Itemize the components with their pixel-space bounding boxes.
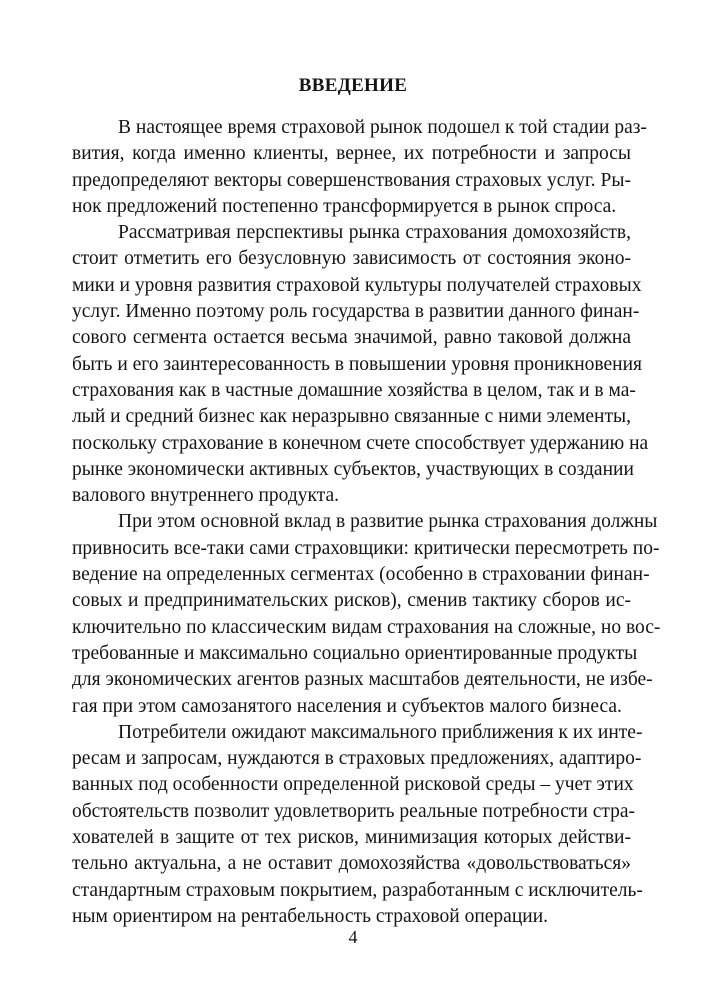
- text-line: хователей в защите от тех рисков, минимизация которых действи-: [72, 827, 631, 849]
- text-line: Рассматривая перспективы рынка страхования домохозяйств,: [118, 222, 631, 244]
- text-line: обстоятельств позволит удовлетворить реальные потребности стра-: [72, 800, 636, 822]
- page-title: ВВЕДЕНИЕ: [298, 75, 408, 96]
- paragraph-4: [72, 720, 643, 930]
- text-line: быть и его заинтересованность в повышении уровня проникновения: [72, 353, 642, 375]
- text-line: стоит отметить его безусловную зависимость от состояния эконо-: [72, 248, 631, 270]
- text-line: рынке экономически активных субъектов, участвующих в создании: [72, 458, 634, 480]
- text-line: вития, когда именно клиенты, вернее, их потребности и запросы: [72, 143, 631, 165]
- text-line: страхования как в частные домашние хозяйства в целом, так и в ма-: [72, 379, 636, 401]
- text-line: Потребители ожидают максимального приближения к их инте-: [118, 721, 643, 743]
- text-line: ресам и запросам, нуждаются в страховых предложениях, адаптиро-: [72, 748, 642, 770]
- text-line: При этом основной вклад в развитие рынка страхования должны: [118, 511, 658, 533]
- text-line: ным ориентиром на рентабельность страховой операции.: [72, 905, 548, 927]
- text-line: услуг. Именно поэтому роль государства в развитии данного финан-: [72, 301, 640, 323]
- text-line: тельно актуальна, а не оставит домохозяйства «довольствоваться»: [72, 853, 631, 875]
- text-line: ванных под особенности определенной рисковой среды – учет этих: [72, 774, 634, 796]
- body-text: [72, 115, 661, 930]
- paragraph-1: [72, 115, 647, 220]
- page-number: 4: [348, 927, 358, 947]
- text-line: сового сегмента остается весьма значимой, равно таковой должна: [72, 327, 631, 349]
- text-line: мики и уровня развития страховой культуры получателей страховых: [72, 274, 642, 296]
- text-line: привносить все-таки сами страховщики: критически пересмотреть по-: [72, 537, 660, 559]
- text-line: стандартным страховым покрытием, разработанным с исключитель-: [72, 879, 643, 901]
- text-line: совых и предпринимательских рисков), сменив тактику сборов ис-: [72, 590, 631, 612]
- text-line: для экономических агентов разных масштабов деятельности, не избе-: [72, 669, 653, 691]
- text-line: нок предложений постепенно трансформируется в рынок спроса.: [72, 195, 617, 217]
- paragraph-3: [72, 509, 661, 719]
- text-line: валового внутреннего продукта.: [72, 485, 339, 507]
- paragraph-2: [72, 220, 649, 509]
- text-line: В настоящее время страховой рынок подошел к той стадии раз-: [118, 117, 647, 138]
- text-line: поскольку страхование в конечном счете способствует удержанию на: [72, 432, 649, 454]
- text-line: ключительно по классическим видам страхования на сложные, но вос-: [72, 616, 661, 638]
- text-line: требованные и максимально социально ориентированные продукты: [72, 642, 638, 664]
- text-line: предопределяют векторы совершенствования страховых услуг. Ры-: [72, 169, 631, 191]
- text-line: лый и средний бизнес как неразрывно связанные с ними элементы,: [72, 406, 631, 428]
- text-line: гая при этом самозанятого населения и субъектов малого бизнеса.: [72, 695, 622, 717]
- text-line: ведение на определенных сегментах (особенно в страховании финан-: [72, 564, 650, 586]
